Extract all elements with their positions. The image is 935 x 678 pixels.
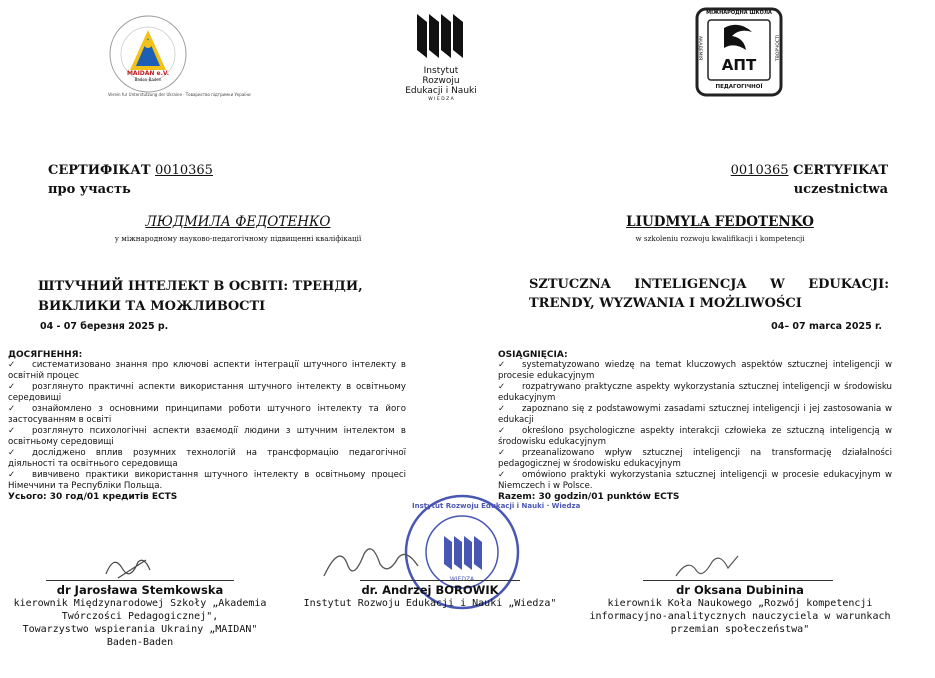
signatory-role-line: kierownik Międzynarodowej Szkoły „Akademia (13, 598, 267, 609)
institute-line2: Edukacji i Nauki (405, 86, 477, 96)
maidan-ring-text: Verein fur Unterstutzung der Ukraine · Товариство підтримки України (108, 92, 251, 97)
school-side-left: АКАДЕМІЯ (697, 35, 702, 61)
stamp-center: WIEDZA (449, 576, 475, 583)
ua-dates: 04 - 07 березня 2025 р. (40, 321, 169, 332)
school-logo (694, 6, 784, 98)
check-icon: ✓ (498, 382, 506, 392)
list-item: ✓ розглянуто практичні аспекти використання штучного інтелекту в освітньому середовищі (8, 382, 406, 403)
signature-center-icon (318, 536, 428, 586)
list-item: ✓ określono psychologiczne aspekty interakcji człowieka ze sztuczną inteligencją w środowisku edukacyjnym (498, 426, 892, 447)
ua-subtitle: про участь (48, 182, 131, 197)
signature-line-left (46, 580, 234, 581)
signatory-role-line: Baden-Baden (106, 637, 174, 648)
list-item: ✓ przeanalizowano wpływ sztucznej inteligencji na transformację działalności pedagogicznej w środowisku edukacyjnym (498, 448, 892, 469)
check-icon: ✓ (8, 470, 16, 480)
ua-achievements-title: ДОСЯГНЕННЯ: (8, 350, 83, 360)
pl-achievements-list (498, 360, 892, 492)
institute-line3: W I E D Z A (428, 97, 454, 102)
signatory-role-line: informacyjno-analitycznych nauczyciela w warunkach (589, 611, 891, 622)
pl-number: 0010365 (730, 163, 789, 178)
ua-number: 0010365 (155, 163, 213, 178)
check-icon: ✓ (8, 360, 16, 370)
ua-title: СЕРТИФІКАТ (48, 163, 151, 178)
ua-title-line (48, 163, 213, 178)
ua-total: Усього: 30 год/01 кредитів ECTS (8, 492, 178, 502)
signatory-role-line: kierownik Koła Naukowego „Rozwój kompetencji (607, 598, 873, 609)
check-icon: ✓ (8, 448, 16, 458)
check-icon: ✓ (498, 470, 506, 480)
signatory-role-line: Twórczości Pedagogicznej", (61, 611, 219, 622)
signature-right-icon (672, 548, 742, 584)
check-icon: ✓ (8, 382, 16, 392)
pl-dates: 04– 07 marca 2025 r. (771, 321, 882, 332)
signatory-role-line: przemian społeczeństwa" (670, 624, 810, 635)
pl-achievements (498, 350, 892, 502)
maidan-logo (108, 10, 251, 100)
list-item: ✓ systematyzowano wiedzę na temat kluczowych aspektów sztucznej inteligencji w procesie edukacyjnym (498, 360, 892, 381)
pl-topic-line2: TRENDY, WYZWANIA I MOŻLIWOŚCI (529, 296, 802, 311)
pl-subtitle: uczestnictwa (793, 182, 888, 197)
signatory-right (580, 583, 900, 636)
school-center: АПТ (721, 56, 757, 74)
stamp-ring-text: Instytut Rozwoju Edukacji i Nauki · Wiedza (412, 502, 581, 510)
list-item: ✓ rozpatrywano praktyczne aspekty wykorzystania sztucznej inteligencji w środowisku edukacyjnym (498, 382, 892, 403)
signatory-name: dr. Andrzej BOROWIK (361, 583, 499, 597)
pl-title: CERTYFIKAT (793, 163, 888, 178)
signatory-center (290, 583, 570, 610)
signatory-name: dr Jarosława Stemkowska (56, 583, 224, 597)
check-icon: ✓ (498, 360, 506, 370)
pl-achievements-title: OSIĄGNIĘCIA: (498, 350, 568, 360)
pl-title-line (620, 163, 888, 178)
check-icon: ✓ (498, 426, 506, 436)
list-item: ✓ досліджено вплив розумних технологій на трансформацію педагогічної діяльності та освітнього середовища (8, 448, 406, 469)
list-item: ✓ omówiono praktyki wykorzystania sztucznej inteligencji w procesie edukacyjnym w Niemczech i w Polsce. (498, 470, 892, 491)
maidan-name: MAIDAN e.V. (126, 70, 170, 77)
list-item: ✓ zapoznano się z podstawowymi zasadami sztucznej inteligencji i jej zastosowania w edukacji (498, 404, 892, 425)
check-icon: ✓ (498, 448, 506, 458)
institute-line1: Instytut Rozwoju (422, 66, 460, 86)
school-bottom: ПЕДАГОГІЧНОЇ (715, 84, 763, 90)
signature-left-icon (100, 548, 160, 582)
list-item: ✓ розглянуто психологічні аспекти взаємодії людини з штучним інтелектом в освітньому середовищі (8, 426, 406, 447)
maidan-city: Baden-Baden (134, 77, 162, 82)
signature-line-right (643, 580, 833, 581)
pl-participant: LIUDMYLA FEDOTENKO (626, 214, 814, 230)
check-icon: ✓ (8, 426, 16, 436)
ua-achievements (8, 350, 406, 502)
signatory-role-line: Towarzystwo wspierania Ukrainy „MAIDAN" (22, 624, 258, 635)
list-item: ✓ вивчивено практики використання штучного інтелекту в освітньому процесі Німеччини та Республіки Польща. (8, 470, 406, 491)
ua-topic-line2: ВИКЛИКИ ТА МОЖЛИВОСТІ (38, 299, 266, 314)
signatory-left (0, 583, 280, 649)
books-icon (411, 12, 471, 60)
check-icon: ✓ (498, 404, 506, 414)
ua-context: у міжнародному науково-педагогічному підвищенні кваліфікації (114, 234, 362, 243)
pl-topic-line1: SZTUCZNA INTELIGENCJA W EDUKACJI: (529, 277, 889, 292)
school-side-right: ТВОРЧОСТІ (776, 35, 781, 61)
pl-context: w szkoleniu rozwoju kwalifikacji i kompetencji (635, 234, 805, 243)
maidan-emblem-icon (108, 10, 251, 100)
ua-participant: ЛЮДМИЛА ФЕДОТЕНКО (145, 214, 331, 230)
institute-logo (404, 12, 478, 104)
check-icon: ✓ (8, 404, 16, 414)
ua-topic-line1: ШТУЧНИЙ ІНТЕЛЕКТ В ОСВІТІ: ТРЕНДИ, (38, 279, 363, 294)
signature-line-center (360, 580, 520, 581)
list-item: ✓ систематизовано знання про ключові аспекти інтеграції штучного інтелекту в освітній процес (8, 360, 406, 381)
signatory-name: dr Oksana Dubinina (676, 583, 804, 597)
pl-total: Razem: 30 godzin/01 punktów ECTS (498, 492, 680, 502)
signatory-role-line: Instytut Rozwoju Edukacji i Nauki „Wiedza" (303, 598, 557, 609)
school-top: МІЖНАРОДНА ШКОЛА (706, 10, 772, 16)
ua-achievements-list (8, 360, 406, 492)
list-item: ✓ ознайомлено з основними принципами роботи штучного інтелекту та його застосуванням в освіті (8, 404, 406, 425)
